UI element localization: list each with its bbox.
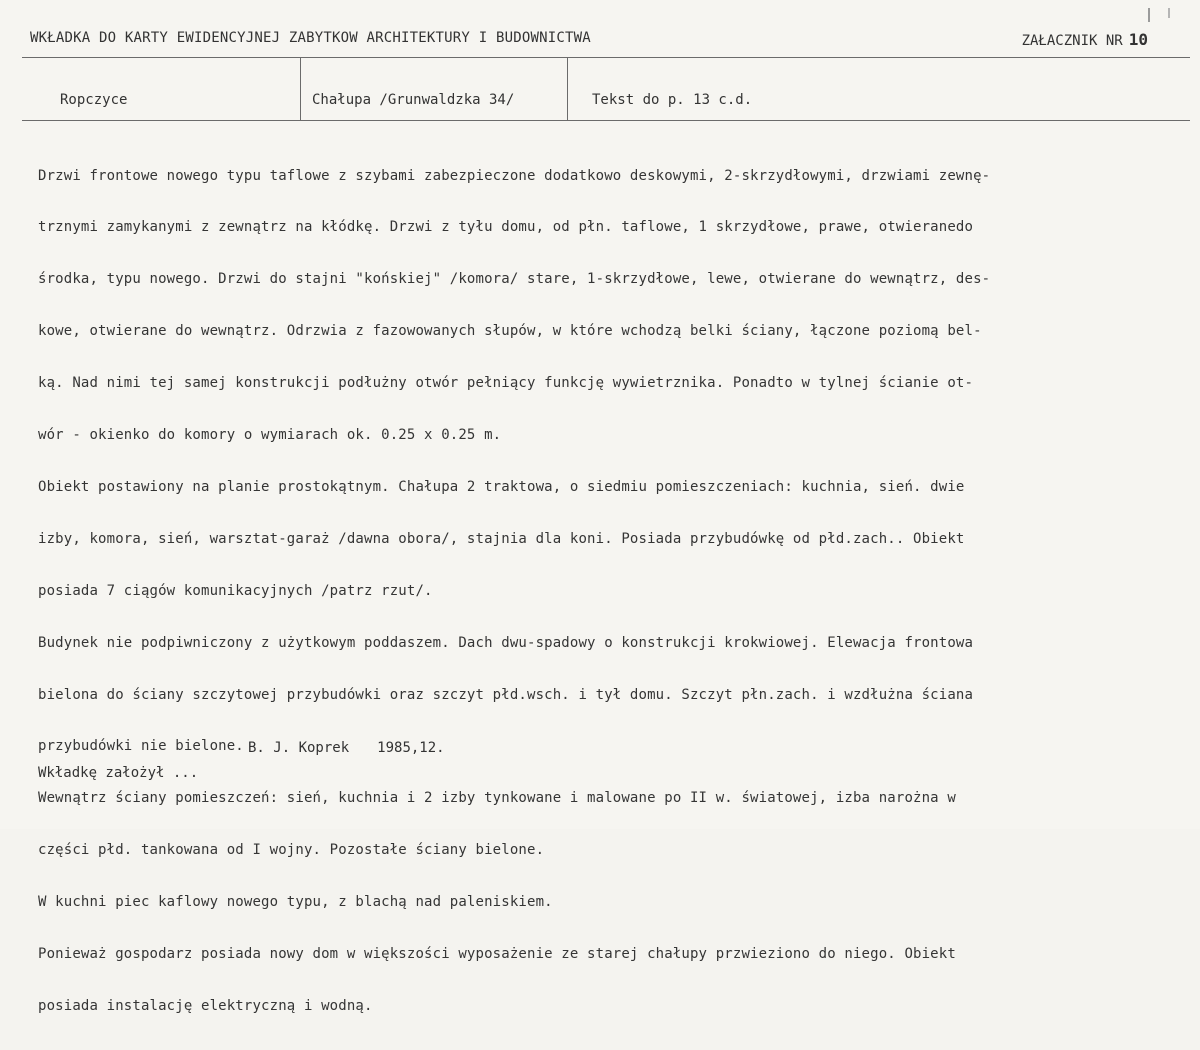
edge-mark [1168, 8, 1170, 18]
annex-label-group [1022, 30, 1148, 49]
card-title: WKŁADKA DO KARTY EWIDENCYJNEJ ZABYTKOW ARCHITEKTURY I BUDOWNICTWA [30, 30, 591, 46]
edge-mark [1148, 8, 1150, 22]
info-row-rule [22, 120, 1190, 121]
description-text [38, 133, 1148, 1050]
footer-label: Wkładkę założył ... [38, 765, 199, 781]
text-line: przybudówki nie bielone. [38, 738, 244, 755]
text-line: Drzwi frontowe nowego typu taflowe z szybami zabezpieczone dodatkowo deskowymi, 2-skrzydłowymi, drzwiami zewnę- [38, 167, 991, 184]
text-line: W kuchni piec kaflowy nowego typu, z blachą nad paleniskiem. [38, 894, 553, 911]
text-line: Ponieważ gospodarz posiada nowy dom w większości wyposażenie ze starej chałupy przwieziono do niego. Obiekt [38, 945, 956, 962]
column-divider [300, 57, 301, 120]
text-line: ką. Nad nimi tej samej konstrukcji podłużny otwór pełniący funkcję wywietrznika. Ponadto w tylnej ścianie ot- [38, 375, 974, 392]
object-cell: Chałupa /Grunwaldzka 34/ [312, 92, 515, 108]
text-line: Wewnątrz ściany pomieszczeń: sień, kuchnia i 2 izby tynkowane i malowane po II w. światowej, izba narożna w [38, 790, 956, 807]
header-rule [22, 57, 1190, 58]
text-line: części płd. tankowana od I wojny. Pozostałe ściany bielone. [38, 842, 545, 859]
text-line: środka, typu nowego. Drzwi do stajni "końskiej" /komora/ stare, 1-skrzydłowe, lewe, otwierane do wewnątrz, des- [38, 271, 991, 288]
annex-label: ZAŁACZNIK NR [1021, 33, 1123, 49]
signature-date: 1985,12. [377, 740, 445, 756]
text-line: wór - okienko do komory o wymiarach ok. 0.25 x 0.25 m. [38, 427, 502, 444]
text-line: bielona do ściany szczytowej przybudówki oraz szczyt płd.wsch. i tył domu. Szczyt płn.zach. i wzdłużna ściana [38, 686, 974, 703]
column-divider [567, 57, 568, 120]
continuation-cell: Tekst do p. 13 c.d. [592, 92, 753, 108]
text-line: Budynek nie podpiwniczony z użytkowym poddaszem. Dach dwu-spadowy o konstrukcji krokwiowej. Elewacja frontowa [38, 634, 974, 651]
signature-line [248, 740, 445, 756]
text-line: izby, komora, sień, warsztat-garaż /dawna obora/, stajnia dla koni. Posiada przybudówkę od płd.zach.. Obiekt [38, 530, 965, 547]
locality-cell: Ropczyce [60, 92, 128, 108]
text-line: posiada instalację elektryczną i wodną. [38, 997, 373, 1014]
author-name: B. J. Koprek [248, 740, 350, 756]
annex-number: 10 [1128, 30, 1148, 49]
text-line: kowe, otwierane do wewnątrz. Odrzwia z fazowowanych słupów, w które wchodzą belki ściany, łączone poziomą bel- [38, 323, 982, 340]
text-line: trznymi zamykanymi z zewnątrz na kłódkę. Drzwi z tyłu domu, od płn. taflowe, 1 skrzydłowe, prawe, otwieranedo [38, 219, 974, 236]
text-line: posiada 7 ciągów komunikacyjnych /patrz rzut/. [38, 582, 433, 599]
text-line: Obiekt postawiony na planie prostokątnym. Chałupa 2 traktowa, o siedmiu pomieszczeniach: kuchnia, sień. dwie [38, 478, 965, 495]
